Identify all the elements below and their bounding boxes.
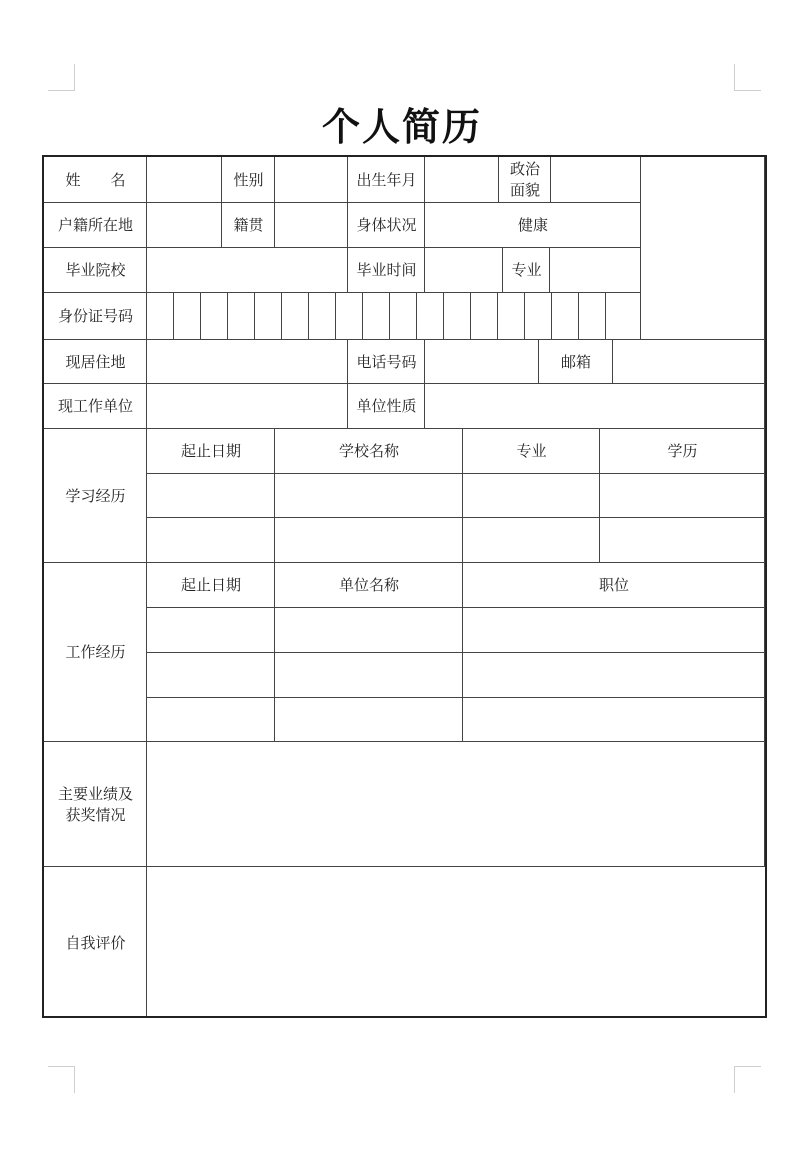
health-label: 身体状况 (356, 216, 417, 234)
education-school-field[interactable] (275, 518, 463, 563)
employer-label: 现工作单位 (57, 397, 133, 415)
education-degree-field[interactable] (600, 474, 765, 518)
education-dates-field[interactable] (147, 518, 275, 563)
education-school-field[interactable] (275, 474, 463, 518)
work-employer-field[interactable] (275, 653, 463, 698)
school-label: 毕业院校 (65, 261, 126, 279)
gender-field[interactable] (275, 157, 348, 203)
id-digit-box[interactable] (417, 293, 444, 340)
health-value: 健康 (517, 216, 548, 234)
work-section-label: 工作经历 (65, 643, 126, 661)
crop-mark-top-left (48, 64, 75, 91)
id-digit-box[interactable] (228, 293, 255, 340)
name-label: 姓 名 (65, 170, 126, 189)
native-place-field[interactable] (275, 203, 348, 248)
id-digit-box[interactable] (174, 293, 201, 340)
grad-time-label: 毕业时间 (356, 261, 417, 279)
education-major-field[interactable] (463, 518, 600, 563)
name-field[interactable] (147, 157, 222, 203)
id-digit-box[interactable] (147, 293, 174, 340)
work-dates-field[interactable] (147, 698, 275, 742)
unit-type-field[interactable] (425, 384, 765, 429)
resume-form (42, 155, 767, 1018)
work-dates-field[interactable] (147, 653, 275, 698)
id-digit-box[interactable] (255, 293, 282, 340)
birth-field[interactable] (425, 157, 499, 203)
achievements-field[interactable] (147, 742, 765, 867)
work-position-field[interactable] (463, 608, 765, 653)
work-header-position: 职位 (598, 576, 629, 594)
self-eval-section-label: 自我评价 (65, 933, 126, 952)
gender-label: 性别 (233, 170, 264, 189)
birth-label: 出生年月 (356, 170, 417, 189)
crop-mark-bottom-right (734, 1066, 761, 1093)
id-digit-box[interactable] (525, 293, 552, 340)
education-section-label: 学习经历 (65, 486, 126, 505)
id-digit-box[interactable] (606, 293, 641, 340)
phone-label: 电话号码 (356, 352, 417, 371)
crop-mark-top-right (734, 64, 761, 91)
id-digit-box[interactable] (363, 293, 390, 340)
school-field[interactable] (147, 248, 348, 293)
id-digit-box[interactable] (309, 293, 336, 340)
work-header-employer: 单位名称 (338, 576, 399, 594)
id-digit-box[interactable] (336, 293, 363, 340)
crop-mark-bottom-left (48, 1066, 75, 1093)
work-dates-field[interactable] (147, 608, 275, 653)
id-digit-box[interactable] (444, 293, 471, 340)
education-header-major: 专业 (516, 442, 547, 460)
id-digit-box[interactable] (471, 293, 498, 340)
address-field[interactable] (147, 340, 348, 384)
id-digit-box[interactable] (498, 293, 525, 340)
work-position-field[interactable] (463, 698, 765, 742)
employer-field[interactable] (147, 384, 348, 429)
major-label: 专业 (511, 261, 542, 279)
unit-type-label: 单位性质 (356, 397, 417, 415)
phone-field[interactable] (425, 340, 539, 384)
native-place-label: 籍贯 (233, 216, 264, 234)
id-digit-box[interactable] (579, 293, 606, 340)
education-major-field[interactable] (463, 474, 600, 518)
political-field[interactable] (551, 157, 641, 203)
education-dates-field[interactable] (147, 474, 275, 518)
id-digit-box[interactable] (282, 293, 309, 340)
id-digit-box[interactable] (552, 293, 579, 340)
page-title: 个人简历 (321, 104, 482, 149)
hukou-label: 户籍所在地 (57, 216, 133, 234)
id-digit-box[interactable] (390, 293, 417, 340)
email-field[interactable] (613, 340, 765, 384)
self-eval-field[interactable] (147, 867, 765, 1016)
work-employer-field[interactable] (275, 698, 463, 742)
address-label: 现居住地 (65, 352, 126, 371)
email-label: 邮箱 (560, 352, 591, 371)
photo-box[interactable] (641, 157, 765, 340)
hukou-field[interactable] (147, 203, 222, 248)
work-employer-field[interactable] (275, 608, 463, 653)
education-degree-field[interactable] (600, 518, 765, 563)
work-header-dates: 起止日期 (180, 576, 241, 594)
achievements-section-label: 主要业绩及 获奖情况 (57, 784, 133, 824)
grad-time-field[interactable] (425, 248, 503, 293)
major-field[interactable] (550, 248, 641, 293)
id-digit-box[interactable] (201, 293, 228, 340)
id-number-label: 身份证号码 (57, 307, 133, 325)
education-header-school: 学校名称 (338, 442, 399, 460)
education-header-dates: 起止日期 (180, 442, 241, 460)
work-position-field[interactable] (463, 653, 765, 698)
political-label: 政治 面貌 (509, 160, 540, 199)
education-header-degree: 学历 (667, 442, 698, 460)
